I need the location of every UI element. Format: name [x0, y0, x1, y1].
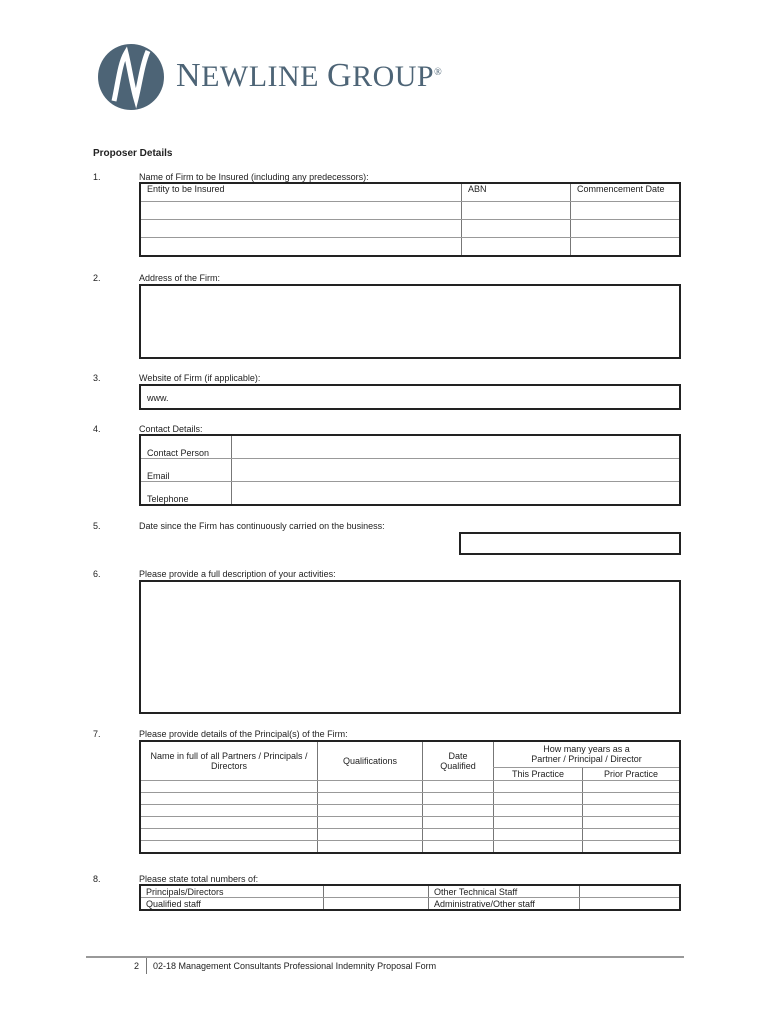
- totals-table: [139, 884, 681, 911]
- principals-table: [139, 740, 681, 854]
- section-title: Proposer Details: [93, 148, 173, 159]
- commencement-input[interactable]: [571, 238, 681, 257]
- q8-label: Please state total numbers of:: [139, 874, 259, 884]
- other-technical-label: Other Technical Staff: [429, 885, 580, 898]
- table-row: [140, 238, 680, 257]
- table-row: [140, 202, 680, 220]
- q7-label: Please provide details of the Principal(s) of the Firm:: [139, 729, 348, 739]
- abn-input[interactable]: [462, 238, 571, 257]
- administrative-label: Administrative/Other staff: [429, 898, 580, 911]
- abn-input[interactable]: [462, 220, 571, 238]
- principals-header-name: Name in full of all Partners / Principals / Directors: [140, 741, 318, 781]
- table-row: [140, 781, 680, 793]
- table-row: [140, 793, 680, 805]
- footer-separator: [146, 958, 147, 974]
- entity-input[interactable]: [140, 238, 462, 257]
- firm-table: [139, 182, 681, 257]
- table-row: [140, 829, 680, 841]
- principals-header-qualifications: Qualifications: [318, 741, 423, 781]
- telephone-label: Telephone: [140, 482, 232, 506]
- qualified-staff-input[interactable]: [324, 898, 429, 911]
- footer-title: 02-18 Management Consultants Professional Indemnity Proposal Form: [153, 961, 437, 971]
- email-label: Email: [140, 459, 232, 482]
- newline-logo-icon: [96, 43, 166, 111]
- brand-name: NEWLINE GROUP®: [176, 57, 443, 94]
- principals-header-prior-practice: Prior Practice: [583, 767, 681, 780]
- table-row: [140, 220, 680, 238]
- firm-header-abn: ABN: [462, 183, 571, 202]
- footer-divider: [86, 956, 684, 958]
- q3-label: Website of Firm (if applicable):: [139, 373, 261, 383]
- firm-header-commencement: Commencement Date: [571, 183, 681, 202]
- principals-directors-input[interactable]: [324, 885, 429, 898]
- activities-field[interactable]: [139, 580, 681, 714]
- q2-label: Address of the Firm:: [139, 273, 221, 283]
- entity-input[interactable]: [140, 220, 462, 238]
- principals-directors-label: Principals/Directors: [140, 885, 324, 898]
- q3-number: 3.: [93, 373, 101, 383]
- q7-number: 7.: [93, 729, 101, 739]
- other-technical-input[interactable]: [580, 885, 681, 898]
- contact-table: [139, 434, 681, 506]
- telephone-input[interactable]: [232, 482, 681, 506]
- contact-person-input[interactable]: [232, 435, 681, 459]
- q5-number: 5.: [93, 521, 101, 531]
- table-row: [140, 841, 680, 854]
- table-row: [140, 805, 680, 817]
- contact-person-label: Contact Person: [140, 435, 232, 459]
- q8-number: 8.: [93, 874, 101, 884]
- commencement-input[interactable]: [571, 202, 681, 220]
- q6-number: 6.: [93, 569, 101, 579]
- business-date-field[interactable]: [459, 532, 681, 555]
- principals-header-years: How many years as a Partner / Principal / Director: [494, 741, 681, 767]
- website-field[interactable]: [139, 384, 681, 410]
- q4-number: 4.: [93, 424, 101, 434]
- qualified-staff-label: Qualified staff: [146, 898, 201, 909]
- commencement-input[interactable]: [571, 220, 681, 238]
- website-prefix: www.: [147, 393, 169, 403]
- q6-label: Please provide a full description of your activities:: [139, 569, 336, 579]
- table-row: [140, 817, 680, 829]
- entity-input[interactable]: [140, 202, 462, 220]
- principals-header-this-practice: This Practice: [494, 767, 583, 780]
- page-number: 2: [134, 961, 140, 971]
- firm-header-entity: Entity to be Insured: [140, 183, 462, 202]
- q4-label: Contact Details:: [139, 424, 203, 434]
- email-input[interactable]: [232, 459, 681, 482]
- administrative-input[interactable]: [580, 898, 681, 911]
- q2-number: 2.: [93, 273, 101, 283]
- abn-input[interactable]: [462, 202, 571, 220]
- principals-header-date: Date Qualified: [423, 741, 494, 781]
- address-field[interactable]: [139, 284, 681, 359]
- q1-label: Name of Firm to be Insured (including any predecessors):: [139, 172, 369, 182]
- q1-number: 1.: [93, 172, 101, 182]
- logo: [96, 43, 443, 113]
- q5-label: Date since the Firm has continuously carried on the business:: [139, 521, 385, 531]
